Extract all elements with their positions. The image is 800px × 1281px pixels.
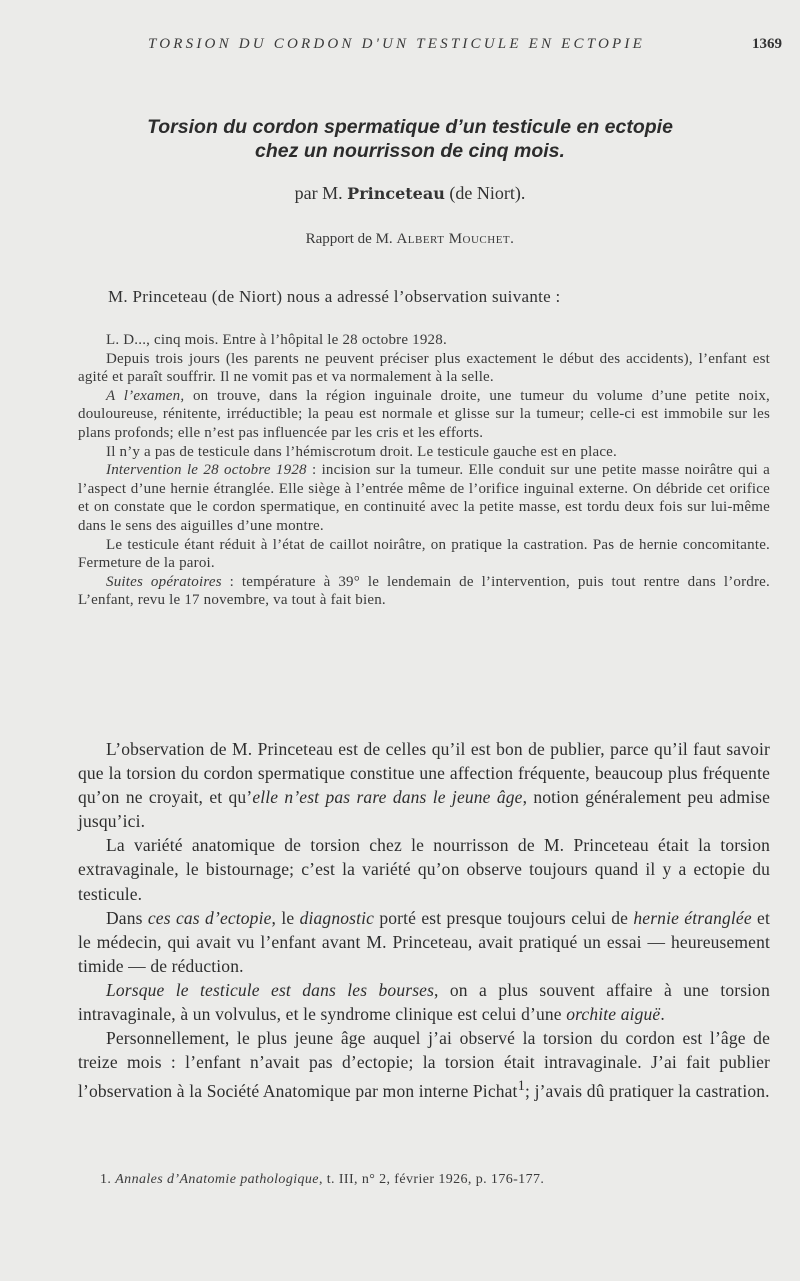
report-prefix: Rapport de M. bbox=[305, 231, 393, 247]
paragraph-text: L’observation de M. Princeteau est de celles qu’il est bon de publier, parce qu’il faut savoir que la torsion du cordon spermatique constitue une affection fréquente, beaucoup plus fréquente qu’on ne croyait, et qu’ bbox=[78, 739, 770, 808]
italic-phrase: orchite aiguë bbox=[566, 1004, 661, 1025]
reporter-name: Albert Mouchet. bbox=[396, 231, 515, 247]
italic-phrase: A l’examen, bbox=[106, 387, 185, 404]
italic-phrase: diagnostic bbox=[299, 907, 375, 928]
running-head bbox=[0, 36, 800, 56]
body-paragraph bbox=[78, 978, 770, 1026]
observation-paragraph: Le testicule étant réduit à l’état de caillot noirâtre, on pratique la castration. Pas de hernie concomitante. Fermeture de la paroi. bbox=[78, 536, 770, 572]
author-suffix: (de Niort). bbox=[449, 183, 526, 203]
author-line bbox=[60, 183, 760, 204]
footnote bbox=[100, 1172, 780, 1188]
italic-phrase: Lorsque le testicule est dans les bourses bbox=[106, 979, 435, 1000]
paragraph-text: : température à 39° le lendemain de l’intervention, puis tout rentre dans l’ordre. L’enfant, revu le 17 novembre, va tout à fait bien. bbox=[78, 573, 770, 609]
paragraph-text: , on a plus souvent affaire à une torsion intravaginale, à un volvulus, et le syndrome clinique est celui d’une bbox=[78, 979, 770, 1025]
paragraph-text: Personnellement, le plus jeune âge auquel j’ai observé la torsion du cordon est l’âge de treize mois : l’enfant n’avait pas d’ectopie; la torsion était intravaginale. J’ai fait publier l’observation à la Société Anatomique par mon interne Pichat bbox=[78, 1028, 770, 1102]
author-prefix: par M. bbox=[294, 183, 343, 203]
observation-paragraph: L. D..., cinq mois. Entre à l’hôpital le 28 octobre 1928. bbox=[106, 332, 447, 348]
paragraph-text: , le bbox=[271, 907, 300, 928]
body-paragraph bbox=[78, 1026, 770, 1103]
paragraph-text: , notion généralement peu admise jusqu’ici. bbox=[78, 787, 770, 832]
report-line bbox=[60, 231, 760, 248]
paragraph-text: on trouve, dans la région inguinale droite, une tumeur du volume d’une petite noix, douloureuse, rénitente, irréductible; la peau est normale et glisse sur la tumeur; celle-ci est immobile sur les plans profonds; elle n’est pas influencée par les cris et les efforts. bbox=[78, 387, 771, 441]
observation-paragraph bbox=[78, 461, 770, 535]
body-paragraph: La variété anatomique de torsion chez le nourrisson de M. Princeteau était la torsion extravaginale, le bistournage; c’est la variété qu’on observe toujours quand il y a ectopie du testicule. bbox=[78, 835, 770, 904]
body-paragraph bbox=[78, 737, 770, 833]
paragraph-text: ; j’avais dû pratiquer la castration. bbox=[525, 1081, 770, 1102]
footnote-details: , t. III, n° 2, février 1926, p. 176-177. bbox=[318, 1172, 545, 1187]
paragraph-text: et le médecin, qui avait vu l’enfant avant M. Princeteau, avait pratiqué un essai — heureusement timide — de réduction. bbox=[78, 907, 770, 976]
author-name: Princeteau bbox=[347, 184, 445, 203]
page-number: 1369 bbox=[752, 36, 782, 52]
footnote-ref: 1 bbox=[517, 1078, 526, 1095]
observation-paragraph bbox=[78, 387, 770, 443]
paragraph-text: porté est presque toujours celui de bbox=[374, 907, 634, 928]
article-title bbox=[60, 115, 760, 163]
observation-paragraph: Depuis trois jours (les parents ne peuvent préciser plus exactement le début des accidents), l’enfant est agité et paraît souffrir. Il ne vomit pas et va normalement à la selle. bbox=[78, 350, 770, 386]
paragraph-text: : incision sur la tumeur. Elle conduit sur une petite masse noirâtre qui a l’aspect d’une hernie étranglée. Elle siège à l’entrée même de l’orifice inguinal externe. On débride cet orifice et on constate que le cordon spermatique, en continuité avec la petite masse, est tordu deux fois sur lui-même dans le sens des aiguilles d’une montre. bbox=[78, 462, 770, 534]
commentary-block bbox=[78, 737, 770, 1103]
italic-phrase: elle n’est pas rare dans le jeune âge bbox=[252, 787, 523, 808]
body-paragraph bbox=[78, 906, 770, 978]
footnote-journal: Annales d’Anatomie pathologique bbox=[115, 1172, 319, 1187]
italic-phrase: hernie étranglée bbox=[633, 907, 752, 928]
observation-block bbox=[78, 331, 770, 610]
running-head-title: TORSION DU CORDON D'UN TESTICULE EN ECTOPIE bbox=[148, 36, 645, 52]
article-title-line-2: chez un nourrisson de cinq mois. bbox=[255, 140, 565, 162]
paragraph-text: . bbox=[660, 1004, 665, 1025]
intro-sentence: M. Princeteau (de Niort) nous a adressé l’observation suivante : bbox=[108, 287, 561, 306]
italic-phrase: Intervention le 28 octobre 1928 bbox=[106, 462, 307, 479]
paragraph-text: Dans bbox=[106, 907, 148, 928]
article-title-line-1: Torsion du cordon spermatique d’un testicule en ectopie bbox=[147, 116, 673, 138]
footnote-marker: 1. bbox=[100, 1172, 112, 1187]
observation-paragraph bbox=[78, 573, 770, 610]
italic-phrase: ces cas d’ectopie bbox=[147, 907, 272, 928]
italic-phrase: Suites opératoires bbox=[106, 573, 222, 590]
observation-paragraph: Il n’y a pas de testicule dans l’hémiscrotum droit. Le testicule gauche est en place. bbox=[106, 443, 617, 460]
